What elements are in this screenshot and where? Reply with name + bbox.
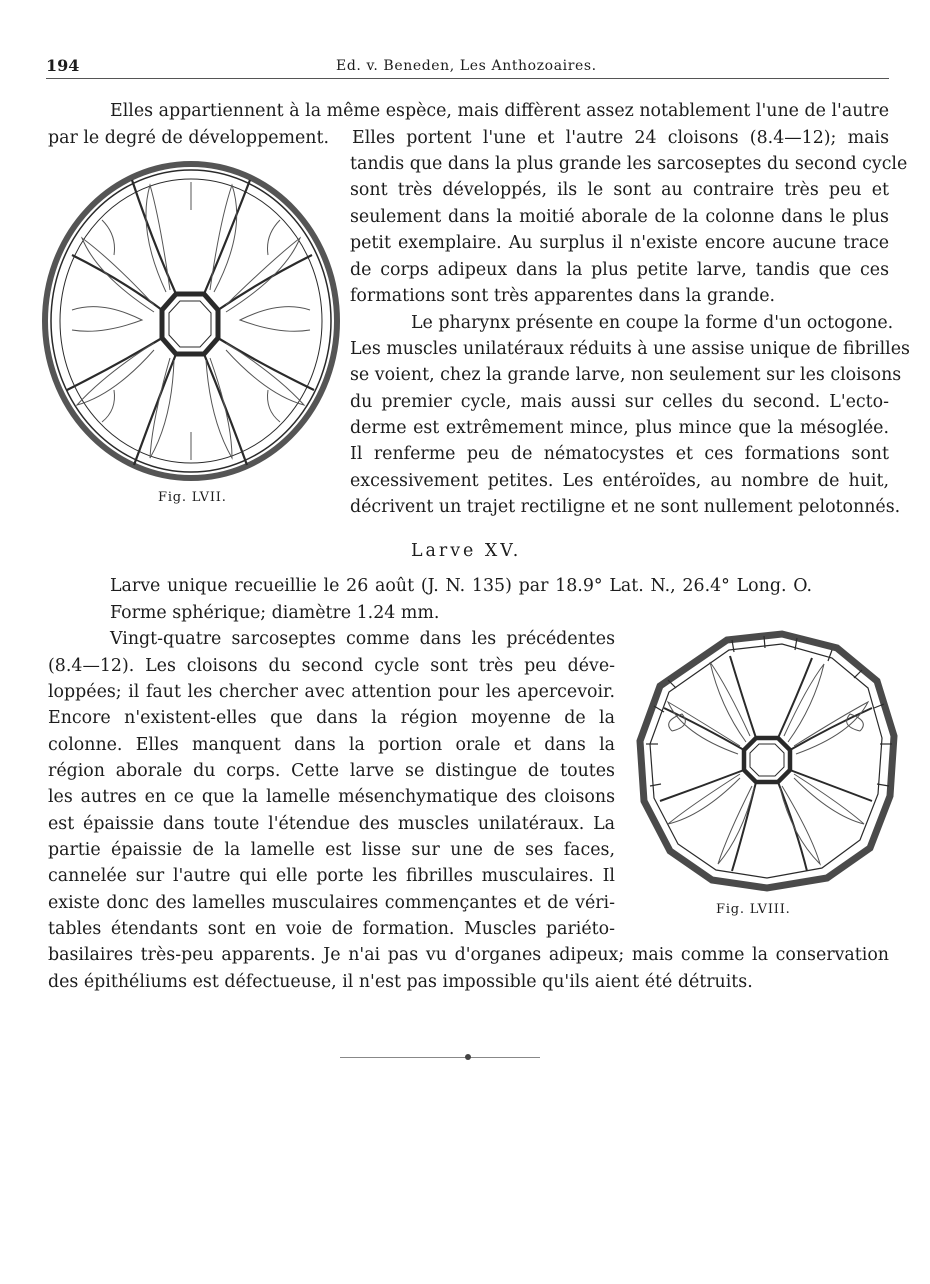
paragraph-line: Elles appartiennent à la même espèce, mais diffèrent assez notablement l'une de l'autre — [110, 101, 889, 121]
page-header — [46, 56, 889, 79]
paragraph-line: (8.4—12). Les cloisons du second cycle sont très peu déve- — [48, 656, 615, 676]
paragraph-line: décrivent un trajet rectiligne et ne sont nullement pelotonnés. — [350, 497, 901, 517]
paragraph-line: Larve unique recueillie le 26 août (J. N. 135) par 18.9° Lat. N., 26.4° Long. O. — [110, 576, 812, 596]
paragraph-line: excessivement petites. Les entéroïdes, au nombre de huit, — [350, 471, 889, 491]
paragraph-line: seulement dans la moitié aborale de la colonne dans le plus — [350, 207, 889, 227]
paragraph-line: Encore n'existent-elles que dans la région moyenne de la — [48, 708, 615, 728]
paragraph-line: se voient, chez la grande larve, non seulement sur les cloisons — [350, 365, 902, 385]
paragraph-line: sont très développés, ils le sont au contraire très peu et — [350, 180, 889, 200]
paragraph-line: basilaires très-peu apparents. Je n'ai pas vu d'organes adipeux; mais comme la conservation — [48, 945, 889, 965]
paragraph-line: partie épaissie de la lamelle est lisse sur une de ses faces, — [48, 840, 615, 860]
paragraph-line: derme est extrêmement mince, plus mince que la mésoglée. — [350, 418, 889, 438]
figure-lvii-cross-section — [42, 160, 340, 482]
page-number: 194 — [46, 56, 80, 75]
paragraph-line: des épithéliums est défectueuse, il n'est pas impossible qu'ils aient été détruits. — [48, 972, 753, 992]
paragraph-line: Il renferme peu de nématocystes et ces formations sont — [350, 444, 889, 464]
end-ornament — [465, 1054, 471, 1060]
running-head: Ed. v. Beneden, Les Anthozoaires. — [336, 58, 597, 74]
paragraph-line: région aborale du corps. Cette larve se distingue de toutes — [48, 761, 615, 781]
paragraph-line: petit exemplaire. Au surplus il n'existe encore aucune trace — [350, 233, 889, 253]
paragraph-line: Les muscles unilatéraux réduits à une assise unique de fibrilles — [350, 339, 910, 359]
paragraph-line: tables étendants sont en voie de formation. Muscles pariéto- — [48, 919, 615, 939]
paragraph-line: loppées; il faut les chercher avec attention pour les apercevoir. — [48, 682, 615, 702]
paragraph-line: Le pharynx présente en coupe la forme d'un octogone. — [411, 313, 894, 333]
paragraph-line: est épaissie dans toute l'étendue des muscles unilatéraux. La — [48, 814, 615, 834]
figure-lviii-cross-section — [632, 626, 900, 894]
paragraph-line: de corps adipeux dans la plus petite larve, tandis que ces — [350, 260, 889, 280]
paragraph-line: cannelée sur l'autre qui elle porte les fibrilles musculaires. Il — [48, 866, 615, 886]
paragraph-line: les autres en ce que la lamelle mésenchymatique des cloisons — [48, 787, 615, 807]
paragraph-line: du premier cycle, mais aussi sur celles du second. L'ecto- — [350, 392, 889, 412]
paragraph-line: tandis que dans la plus grande les sarcoseptes du second cycle — [350, 154, 908, 174]
paragraph-line: Forme sphérique; diamètre 1.24 mm. — [110, 603, 440, 623]
paragraph-line: formations sont très apparentes dans la grande. — [350, 286, 776, 306]
figure-lviii-caption: Fig. LVIII. — [716, 902, 791, 917]
paragraph-line: Vingt-quatre sarcoseptes comme dans les précédentes — [110, 629, 615, 649]
paragraph-line: existe donc des lamelles musculaires commençantes et de véri- — [48, 893, 615, 913]
paragraph-line: par le degré de développement. — [48, 128, 329, 148]
paragraph-line: Elles portent l'une et l'autre 24 cloisons (8.4—12); mais — [352, 128, 889, 148]
section-title: Larve XV. — [411, 541, 522, 561]
paragraph-line: colonne. Elles manquent dans la portion orale et dans la — [48, 735, 615, 755]
end-rule — [340, 1057, 540, 1058]
figure-lvii-caption: Fig. LVII. — [158, 490, 227, 505]
